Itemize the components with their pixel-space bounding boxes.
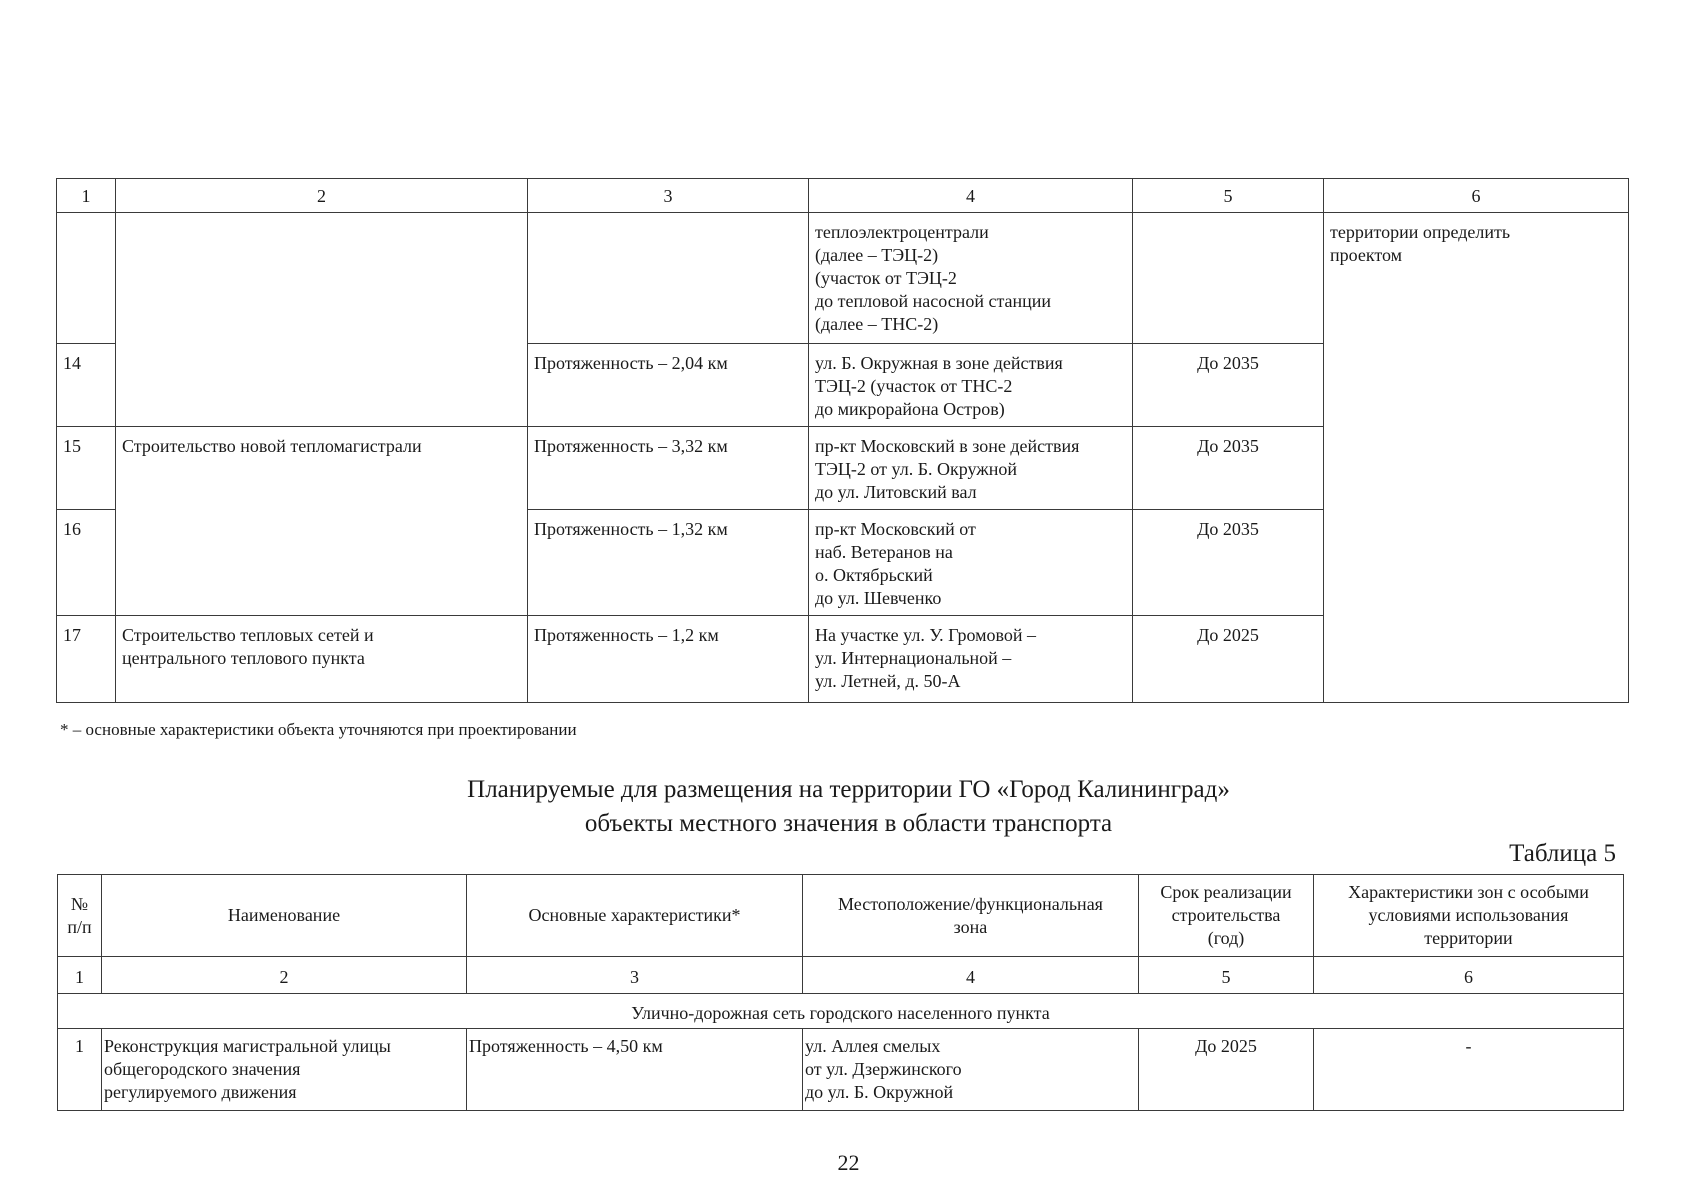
characteristics-cell xyxy=(528,213,809,344)
object-name-cell xyxy=(116,213,528,427)
term-cell: До 2035 xyxy=(1133,427,1324,510)
location-cell: пр-кт Московский от наб. Ветеранов на о. Октябрьский до ул. Шевченко xyxy=(809,510,1133,616)
location-cell: ул. Б. Окружная в зоне действия ТЭЦ-2 (участок от ТНС-2 до микрорайона Остров) xyxy=(809,344,1133,427)
header-number: № п/п xyxy=(58,875,102,957)
column-number: 1 xyxy=(58,957,102,994)
zone-note-cell: территории определить проектом xyxy=(1324,213,1629,703)
table-row xyxy=(57,213,1629,344)
header-name: Наименование xyxy=(102,875,467,957)
location-cell: ул. Аллея смелых от ул. Дзержинского до ул. Б. Окружной xyxy=(803,1029,1139,1111)
term-cell: До 2035 xyxy=(1133,344,1324,427)
location-cell: пр-кт Московский в зоне действия ТЭЦ-2 от ул. Б. Окружной до ул. Литовский вал xyxy=(809,427,1133,510)
row-number: 1 xyxy=(58,1029,102,1111)
section-heading: Улично-дорожная сеть городского населенного пункта xyxy=(58,994,1624,1029)
column-number: 6 xyxy=(1324,179,1629,213)
row-number: 14 xyxy=(57,344,116,427)
header-zones: Характеристики зон с особыми условиями использования территории xyxy=(1314,875,1624,957)
location-cell: На участке ул. У. Громовой – ул. Интернациональной – ул. Летней, д. 50-А xyxy=(809,616,1133,703)
row-number: 16 xyxy=(57,510,116,616)
title-line: объекты местного значения в области транспорта xyxy=(584,810,1113,837)
section-row xyxy=(58,994,1624,1029)
table-row xyxy=(58,1029,1624,1111)
row-number: 17 xyxy=(57,616,116,703)
table-label: Таблица 5 xyxy=(1509,840,1616,867)
row-number: 15 xyxy=(57,427,116,510)
characteristics-cell: Протяженность – 4,50 км xyxy=(467,1029,803,1111)
column-number: 1 xyxy=(57,179,116,213)
column-number-row xyxy=(58,957,1624,994)
column-number: 4 xyxy=(803,957,1139,994)
characteristics-cell: Протяженность – 1,32 км xyxy=(528,510,809,616)
column-number: 3 xyxy=(528,179,809,213)
row-number xyxy=(57,213,116,344)
characteristics-cell: Протяженность – 1,2 км xyxy=(528,616,809,703)
page-number: 22 xyxy=(837,1150,860,1175)
column-number: 3 xyxy=(467,957,803,994)
column-number: 4 xyxy=(809,179,1133,213)
footnote: * – основные характеристики объекта уточняются при проектировании xyxy=(60,720,577,739)
title-line: Планируемые для размещения на территории ГО «Город Калининград» xyxy=(467,776,1230,803)
column-number: 5 xyxy=(1133,179,1324,213)
characteristics-cell: Протяженность – 3,32 км xyxy=(528,427,809,510)
column-number: 5 xyxy=(1139,957,1314,994)
zones-cell: - xyxy=(1314,1029,1624,1111)
object-name-cell: Реконструкция магистральной улицы общегородского значения регулируемого движения xyxy=(102,1029,467,1111)
characteristics-cell: Протяженность – 2,04 км xyxy=(528,344,809,427)
header-row xyxy=(58,875,1624,957)
term-cell: До 2025 xyxy=(1139,1029,1314,1111)
column-number-row xyxy=(57,179,1629,213)
column-number: 6 xyxy=(1314,957,1624,994)
transport-objects-table xyxy=(57,874,1624,1111)
column-number: 2 xyxy=(102,957,467,994)
location-cell: теплоэлектроцентрали (далее – ТЭЦ-2) (участок от ТЭЦ-2 до тепловой насосной станции (далее – ТНС-2) xyxy=(809,213,1133,344)
section-title xyxy=(0,773,1697,841)
term-cell: До 2035 xyxy=(1133,510,1324,616)
term-cell xyxy=(1133,213,1324,344)
object-name-cell: Строительство тепловых сетей и центрального теплового пункта xyxy=(116,616,528,703)
header-location: Местоположение/функциональная зона xyxy=(803,875,1139,957)
header-characteristics: Основные характеристики* xyxy=(467,875,803,957)
header-term: Срок реализации строительства (год) xyxy=(1139,875,1314,957)
object-name-cell: Строительство новой тепломагистрали xyxy=(116,427,528,616)
column-number: 2 xyxy=(116,179,528,213)
heat-network-table-continuation xyxy=(56,178,1629,703)
term-cell: До 2025 xyxy=(1133,616,1324,703)
